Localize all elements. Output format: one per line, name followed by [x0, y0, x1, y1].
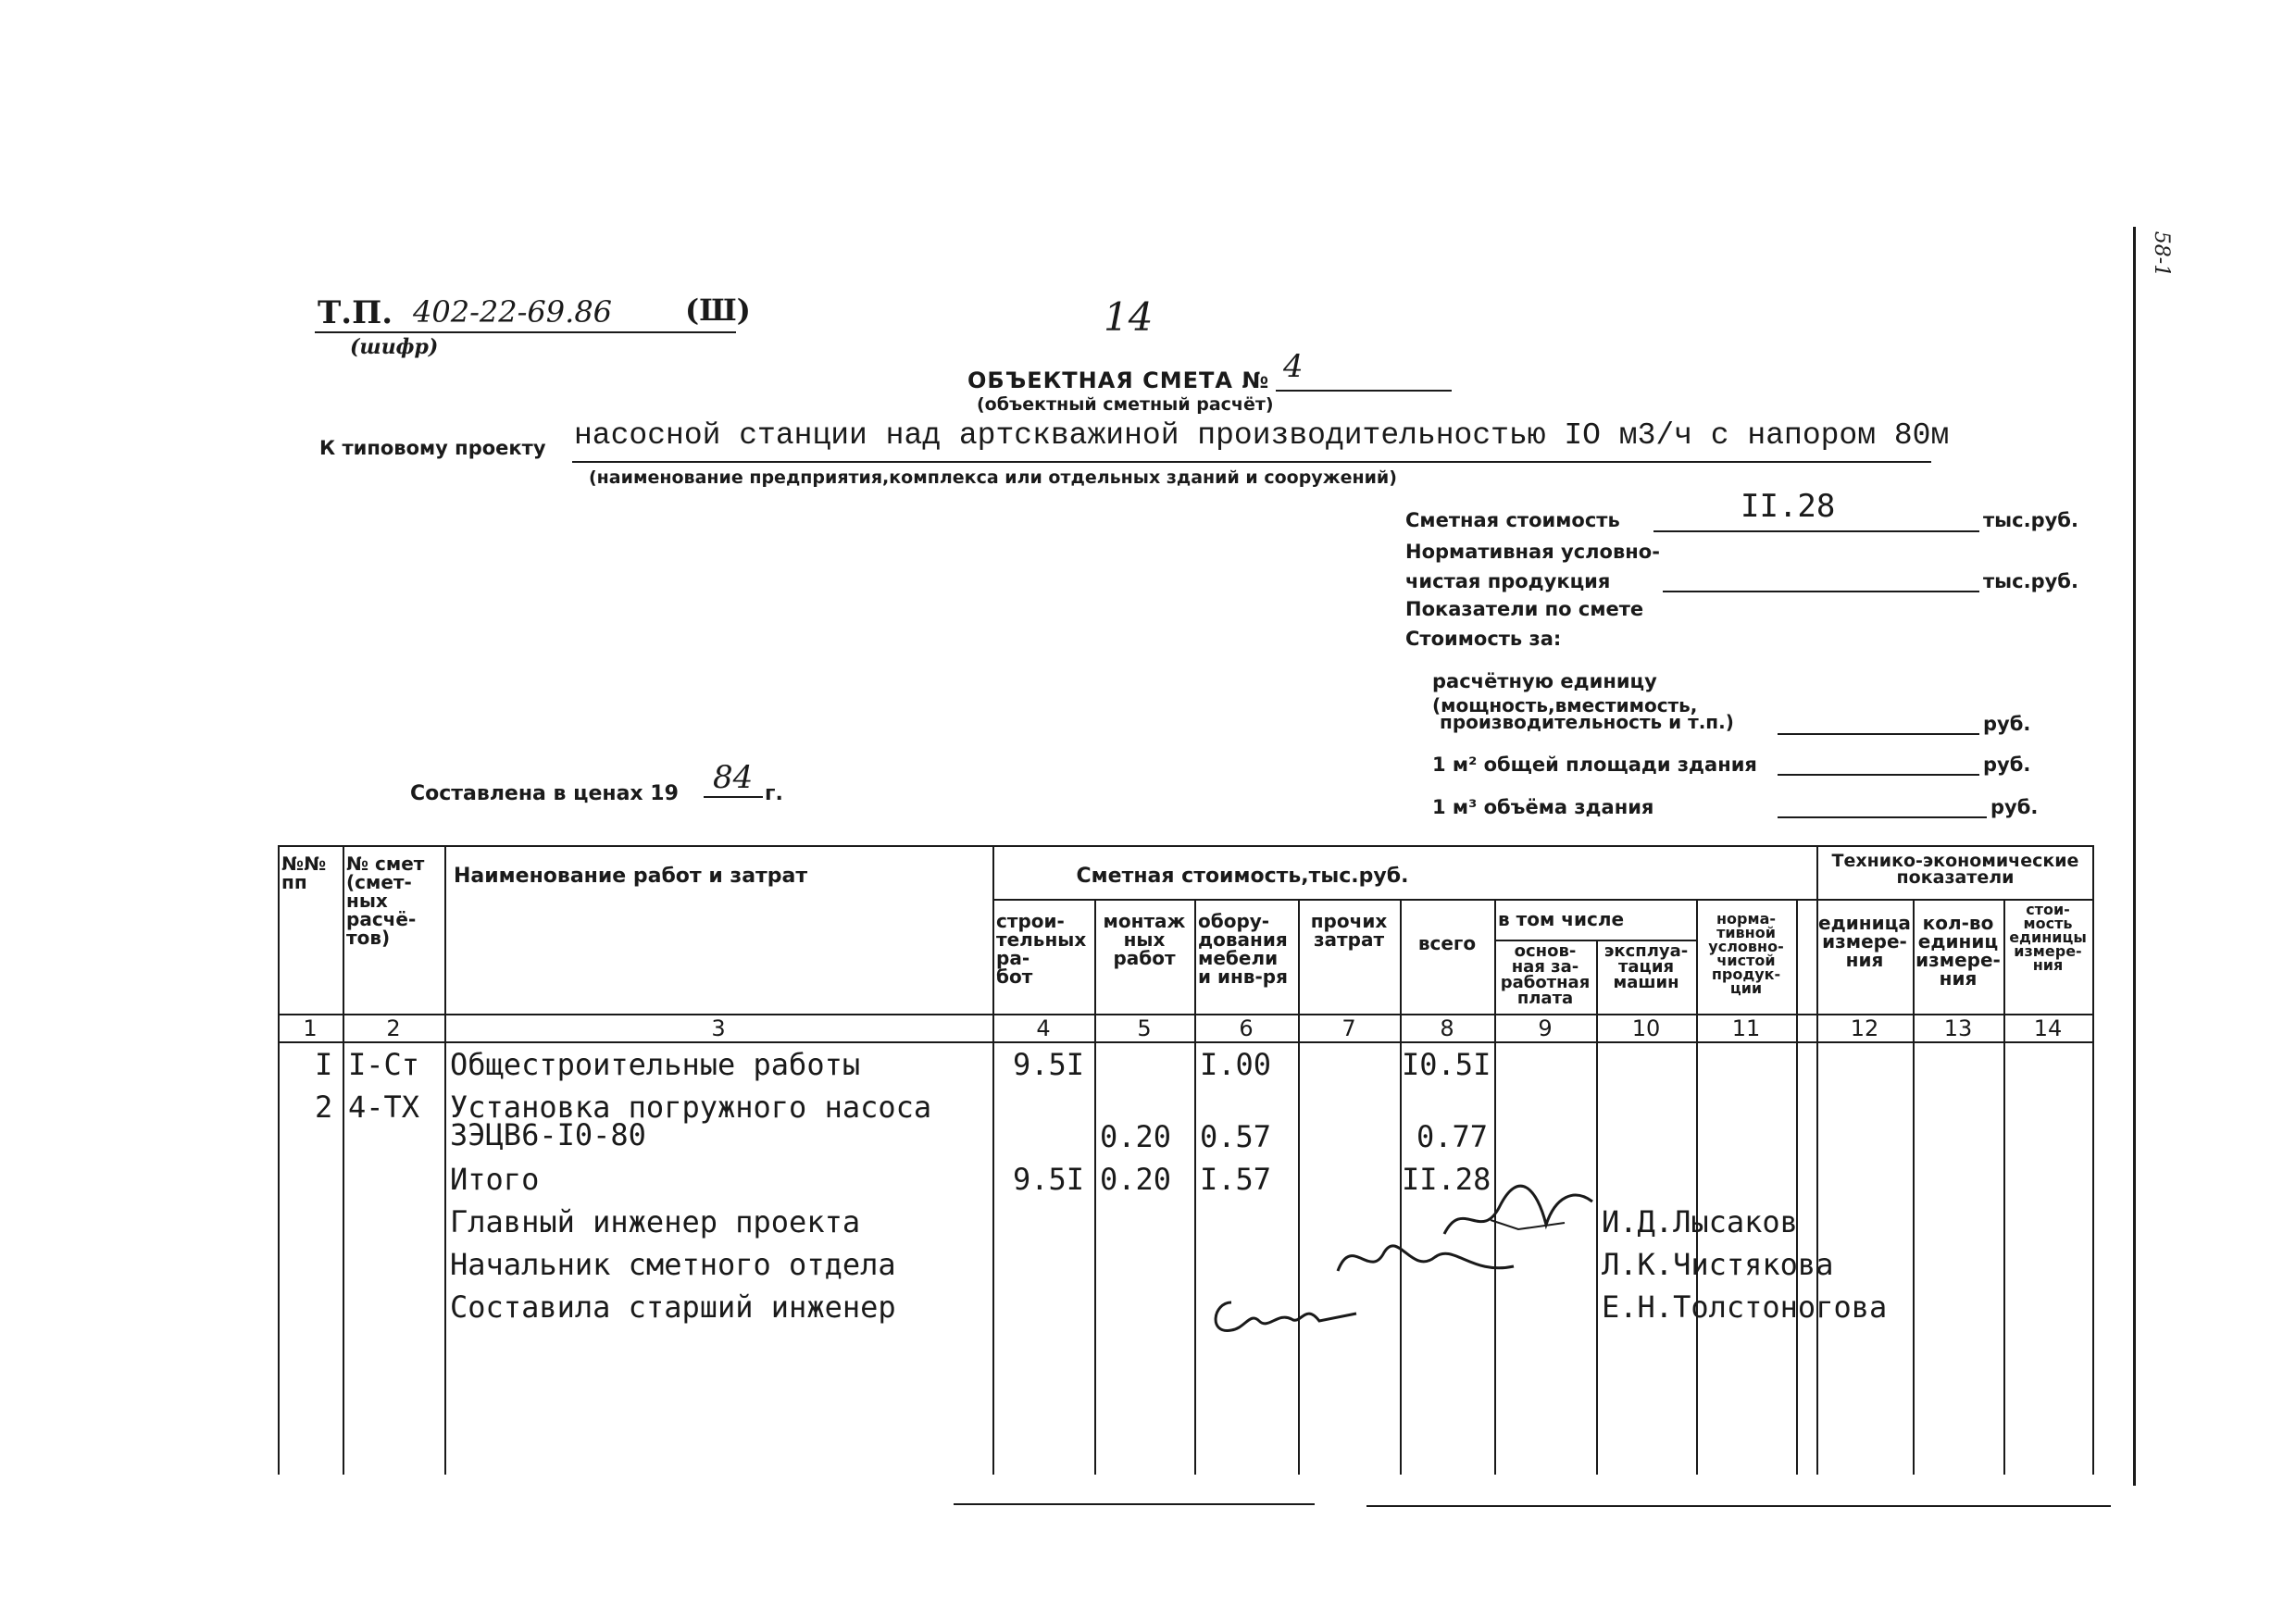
volume-unit: руб.: [1990, 796, 2039, 818]
colnum-4: 4: [1036, 1015, 1051, 1041]
side-mark: 58-1: [2150, 230, 2174, 278]
row1-build: 9.5I: [1013, 1047, 1085, 1082]
colnum-3: 3: [711, 1015, 726, 1041]
colnum-11: 11: [1731, 1015, 1761, 1041]
project-caption: (наименование предприятия,комплекса или отдельных зданий и сооружений): [589, 467, 1397, 488]
unit-caption-2: производительность и т.п.): [1440, 711, 1734, 733]
project-prefix: К типовому проекту: [319, 437, 546, 459]
sign-role-dept-head: Начальник сметного отдела: [450, 1247, 896, 1282]
row1-total: I0.5I: [1402, 1047, 1491, 1082]
cost-label: Сметная стоимость: [1405, 509, 1620, 531]
norm-label-1: Нормативная условно-: [1405, 541, 1660, 563]
tp-suffix: (Ш): [685, 293, 751, 328]
header-unit-cost: стои- мость единицы измере- ния: [2009, 901, 2087, 974]
col-divider-1: [343, 845, 344, 1475]
sign-role-compiler: Составила старший инженер: [450, 1289, 896, 1325]
row2-no: 2: [315, 1090, 333, 1125]
row2-name: Установка погружного насоса: [450, 1090, 932, 1125]
cost-underline: [1653, 530, 1979, 532]
area-label: 1 м² общей площади здания: [1432, 753, 1757, 776]
col-divider-2: [444, 845, 446, 1475]
colnum-6: 6: [1239, 1015, 1254, 1041]
unit-underline: [1778, 733, 1979, 735]
col-divider-6: [1298, 899, 1300, 1475]
signature-compiler: [1204, 1284, 1361, 1349]
colnum-1: 1: [303, 1015, 318, 1041]
right-border-line: [2133, 227, 2136, 1486]
header-name: Наименование работ и затрат: [454, 865, 808, 888]
estimate-table: [278, 845, 2094, 1475]
estimate-title: ОБЪЕКТНАЯ СМЕТА №: [967, 367, 1270, 393]
tp-underline: [315, 331, 736, 333]
unit-caption-1: (мощность,вместимость,: [1432, 694, 1698, 716]
row2-equip: 0.57: [1200, 1119, 1272, 1154]
indicators-label: Показатели по смете: [1405, 598, 1644, 620]
sign-person-dept-head: Л.К.Чистякова: [1602, 1247, 1834, 1282]
project-underline: [572, 461, 1931, 463]
row2-code: 4-ТХ: [348, 1090, 420, 1125]
prices-label: Составлена в ценах 19: [410, 782, 679, 805]
table-colnum-divider: [278, 1041, 2094, 1043]
area-unit: руб.: [1983, 753, 2031, 776]
bottom-rule-2: [1366, 1505, 2111, 1507]
col-divider-5: [1194, 899, 1196, 1475]
row2-name-model: ЗЭЦВ6-I0-80: [450, 1117, 646, 1152]
row1-equip: I.00: [1200, 1047, 1272, 1082]
page-number: 14: [1104, 294, 1154, 340]
header-wages: основ- ная за- работная плата: [1500, 941, 1591, 1008]
unit-unit: руб.: [1983, 713, 2031, 735]
header-estimate-no: № смет (смет- ных расчё- тов): [346, 853, 425, 949]
prices-year-underline: [704, 796, 763, 798]
header-unit: единица измере- ния: [1818, 912, 1911, 971]
row2-total: 0.77: [1416, 1119, 1489, 1154]
col-divider-11: [1796, 899, 1798, 1475]
row1-code: I-Ст: [348, 1047, 420, 1082]
volume-underline: [1778, 816, 1987, 818]
header-build: строи- тельных ра- бот: [996, 910, 1087, 988]
norm-label-2: чистая продукция: [1405, 570, 1611, 592]
norm-underline: [1663, 591, 1979, 592]
cost-for-label: Стоимость за:: [1405, 628, 1562, 650]
colnum-8: 8: [1440, 1015, 1454, 1041]
colnum-10: 10: [1631, 1015, 1661, 1041]
unit-label: расчётную единицу: [1432, 670, 1657, 692]
header-tech-group: Технико-экономические показатели: [1831, 851, 2079, 888]
col-divider-14: [2003, 899, 2005, 1475]
total-mount: 0.20: [1100, 1162, 1172, 1197]
header-no: №№ пп: [281, 853, 327, 893]
tp-code: 402-22-69.86: [413, 294, 613, 330]
colnum-2: 2: [386, 1015, 401, 1041]
prices-suffix: г.: [765, 782, 783, 805]
colnum-7: 7: [1341, 1015, 1356, 1041]
cost-value: II.28: [1741, 488, 1836, 525]
project-name: насосной станции над артскважиной производительностью IO м3/ч с напором 80м: [574, 418, 1950, 453]
table-top-border: [278, 845, 2094, 847]
total-label: Итого: [450, 1162, 540, 1197]
row1-no: I: [315, 1047, 333, 1082]
volume-label: 1 м³ объёма здания: [1432, 796, 1654, 818]
header-other: прочих затрат: [1310, 910, 1388, 951]
header-qty: кол-во единиц измере- ния: [1915, 912, 2001, 990]
col-divider-3: [992, 845, 994, 1475]
header-incl-group: в том числе: [1498, 908, 1625, 930]
sign-role-chief-engineer: Главный инженер проекта: [450, 1204, 861, 1239]
tp-prefix: Т.П.: [318, 294, 393, 331]
colnum-12: 12: [1850, 1015, 1879, 1041]
area-underline: [1778, 774, 1979, 776]
col-divider-4: [1094, 899, 1096, 1475]
header-cost-group: Сметная стоимость,тыс.руб.: [1076, 865, 1409, 888]
header-mount: монтаж ных работ: [1103, 910, 1186, 969]
row1-name: Общестроительные работы: [450, 1047, 861, 1082]
table-left-border: [278, 845, 280, 1475]
header-machines: эксплуа- тация машин: [1603, 941, 1689, 992]
sign-person-compiler: Е.Н.Толстоногова: [1602, 1289, 1888, 1325]
estimate-number: 4: [1283, 348, 1304, 385]
total-equip: I.57: [1200, 1162, 1272, 1197]
colnum-5: 5: [1137, 1015, 1152, 1041]
row2-mount: 0.20: [1100, 1119, 1172, 1154]
estimate-caption: (объектный сметный расчёт): [977, 394, 1274, 415]
header-norm: норма- тивной условно- чистой продук- ции: [1708, 910, 1784, 997]
total-build: 9.5I: [1013, 1162, 1085, 1197]
bottom-rule-1: [954, 1503, 1315, 1505]
header-equip: обору- дования мебели и инв-ря: [1198, 910, 1288, 988]
total-total: II.28: [1402, 1162, 1491, 1197]
table-right-border: [2092, 845, 2094, 1475]
header-total: всего: [1417, 932, 1477, 954]
colnum-9: 9: [1538, 1015, 1553, 1041]
shifr-caption: (шифр): [350, 335, 439, 359]
estimate-number-underline: [1276, 390, 1452, 392]
colnum-14: 14: [2033, 1015, 2063, 1041]
cost-group-divider: [992, 899, 1816, 901]
cost-unit: тыс.руб.: [1983, 509, 2078, 531]
sign-person-chief-engineer: И.Д.Лысаков: [1602, 1204, 1798, 1239]
norm-unit: тыс.руб.: [1983, 570, 2078, 592]
colnum-13: 13: [1943, 1015, 1973, 1041]
prices-year: 84: [713, 759, 754, 796]
signature-dept-head: [1333, 1225, 1518, 1289]
